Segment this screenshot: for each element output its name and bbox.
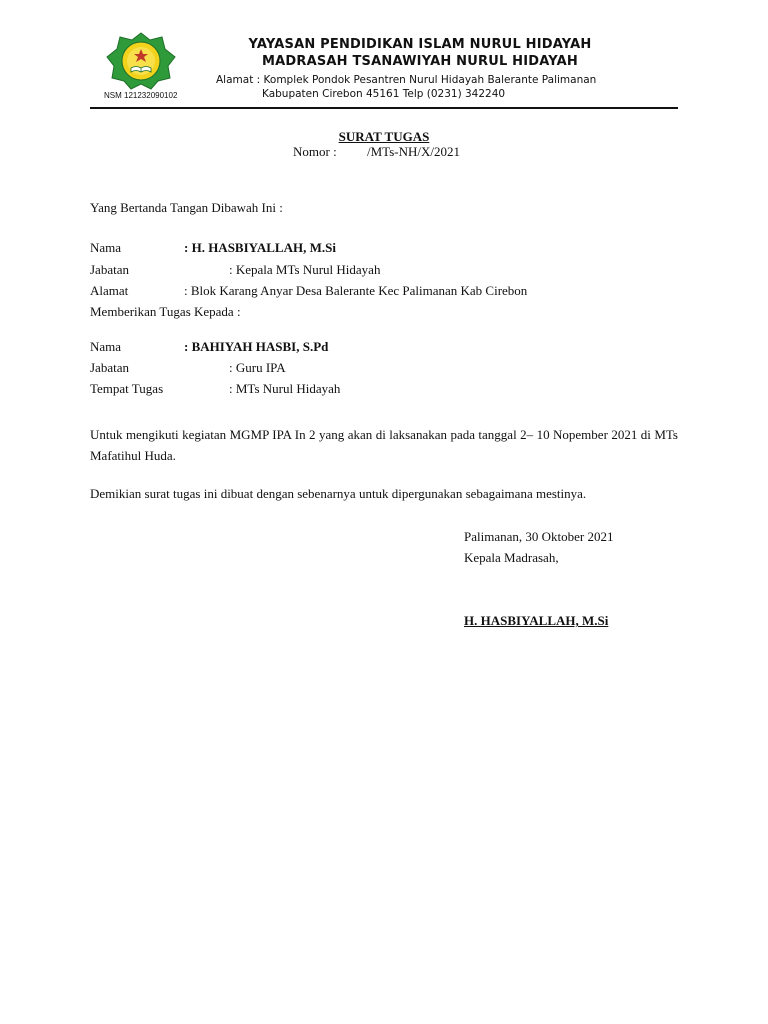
signer-name-label: Nama xyxy=(90,240,122,255)
letterhead-divider xyxy=(90,107,678,109)
nsm-number: NSM 121232090102 xyxy=(104,91,178,100)
madrasah-emblem-icon xyxy=(106,32,176,90)
nomor-label: Nomor : xyxy=(293,144,337,159)
signature-role: Kepala Madrasah, xyxy=(464,550,559,565)
signer-address-label: Alamat xyxy=(90,283,129,298)
closing-paragraph: Demikian surat tugas ini dibuat dengan sebenarnya untuk dipergunakan sebagaimana mestinya. xyxy=(90,486,587,501)
signer-position-value: : Kepala MTs Nurul Hidayah xyxy=(229,262,381,277)
signature-place-date: Palimanan, 30 Oktober 2021 xyxy=(464,529,614,544)
nomor-value: /MTs-NH/X/2021 xyxy=(367,144,460,159)
signer-address-value: : Blok Karang Anyar Desa Balerante Kec Palimanan Kab Cirebon xyxy=(184,283,528,298)
address-line-1: Alamat : Komplek Pondok Pesantren Nurul Hidayah Balerante Palimanan xyxy=(216,74,597,86)
letter-title: SURAT TUGAS xyxy=(338,129,430,144)
signer-position-label: Jabatan xyxy=(90,262,129,277)
assignee-name-value: : BAHIYAH HASBI, S.Pd xyxy=(184,339,329,354)
assignee-place-value: : MTs Nurul Hidayah xyxy=(229,381,341,396)
assignment-paragraph: Untuk mengikuti kegiatan MGMP IPA In 2 yang akan di laksanakan pada tanggal 2– 10 Nopember 2021 di MTs Mafatihul Huda. xyxy=(90,427,678,463)
assignee-name-label: Nama xyxy=(90,339,122,354)
address-line-2: Kabupaten Cirebon 45161 Telp (0231) 342240 xyxy=(262,88,506,100)
assignee-place-label: Tempat Tugas xyxy=(90,381,164,396)
foundation-name: YAYASAN PENDIDIKAN ISLAM NURUL HIDAYAH xyxy=(248,37,592,52)
signature-name: H. HASBIYALLAH, M.Si xyxy=(464,613,609,628)
assign-intro: Memberikan Tugas Kepada : xyxy=(90,304,241,319)
intro-text: Yang Bertanda Tangan Dibawah Ini : xyxy=(90,200,283,215)
assignee-position-value: : Guru IPA xyxy=(229,360,286,375)
assignee-position-label: Jabatan xyxy=(90,360,129,375)
school-name: MADRASAH TSANAWIYAH NURUL HIDAYAH xyxy=(262,54,578,69)
signer-name-value: : H. HASBIYALLAH, M.Si xyxy=(184,240,336,255)
